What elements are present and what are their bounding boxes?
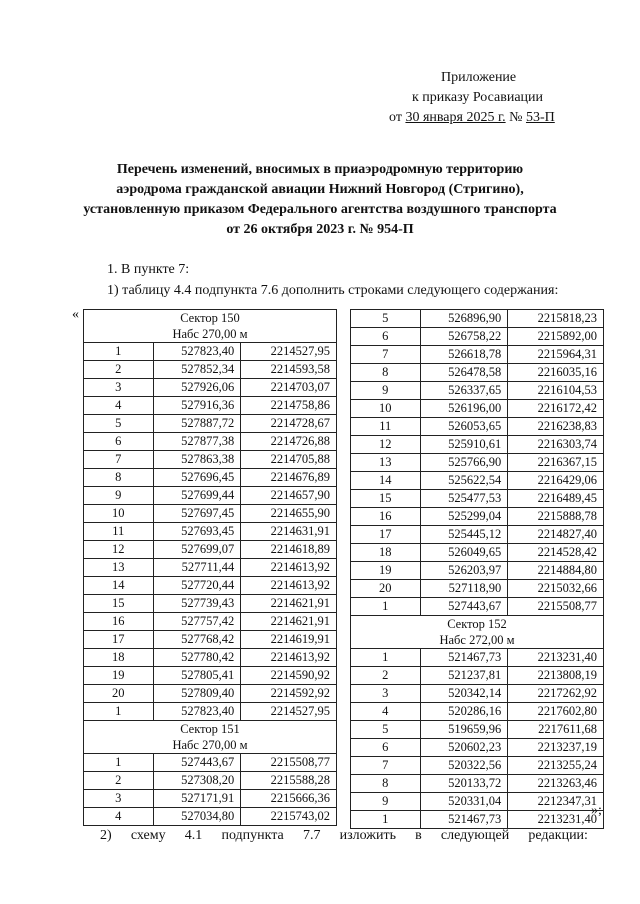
word: следующей [440, 828, 510, 843]
coordinate-x: 526053,65 [420, 418, 508, 436]
coordinate-y: 2214613,92 [241, 649, 337, 667]
coordinate-x: 521467,73 [420, 811, 508, 829]
point-number: 3 [351, 685, 421, 703]
coordinate-x: 527443,67 [420, 598, 508, 616]
table-row [84, 523, 337, 541]
table-row [84, 703, 337, 721]
coordinate-y: 2213808,19 [508, 667, 604, 685]
coordinate-y: 2214592,92 [241, 685, 337, 703]
coordinate-x: 527443,67 [153, 754, 241, 772]
point-number: 4 [84, 808, 154, 826]
table-row [84, 613, 337, 631]
title-line-1: Перечень изменений, вносимых в приаэродромную территорию [116, 162, 524, 177]
point-number: 6 [351, 739, 421, 757]
coordinate-y: 2215666,36 [241, 790, 337, 808]
coordinate-y: 2214884,80 [508, 562, 604, 580]
coordinate-x: 527768,42 [153, 631, 241, 649]
table-row [351, 400, 604, 418]
table-row [351, 793, 604, 811]
coordinate-x: 527863,38 [153, 451, 241, 469]
table-row [84, 649, 337, 667]
coordinate-y: 2216429,06 [508, 472, 604, 490]
coordinate-x: 527696,45 [153, 469, 241, 487]
coordinate-y: 2213231,40 [508, 649, 604, 667]
coordinate-y: 2214527,95 [241, 703, 337, 721]
point-number: 13 [351, 454, 421, 472]
coordinate-y: 2215508,77 [241, 754, 337, 772]
sector-header [351, 616, 604, 649]
point-number: 3 [84, 790, 154, 808]
paragraph-1: 1. В пункте 7: [107, 262, 190, 277]
table-row [84, 772, 337, 790]
title-line-3: установленную приказом Федерального агентства воздушного транспорта [83, 202, 557, 217]
coordinates-table-left [83, 309, 337, 826]
table-row [351, 721, 604, 739]
coordinate-x: 527823,40 [153, 343, 241, 361]
table-row [84, 379, 337, 397]
coordinate-x: 527711,44 [153, 559, 241, 577]
table-row [84, 631, 337, 649]
coordinate-x: 526896,90 [420, 310, 508, 328]
table-row [351, 775, 604, 793]
point-number: 19 [84, 667, 154, 685]
point-number: 6 [84, 433, 154, 451]
coordinate-y: 2214593,58 [241, 361, 337, 379]
closing-quote: »; [591, 803, 602, 818]
order-number: 53-П [525, 110, 555, 125]
table-row [351, 562, 604, 580]
table-row [351, 310, 604, 328]
coordinate-x: 520331,04 [420, 793, 508, 811]
coordinate-x: 527852,34 [153, 361, 241, 379]
point-number: 1 [84, 703, 154, 721]
point-number: 5 [351, 721, 421, 739]
point-number: 7 [351, 757, 421, 775]
point-number: 3 [84, 379, 154, 397]
coordinate-y: 2216035,16 [508, 364, 604, 382]
coordinate-y: 2214621,91 [241, 595, 337, 613]
table-row [84, 559, 337, 577]
coordinate-x: 527693,45 [153, 523, 241, 541]
coordinate-x: 527699,07 [153, 541, 241, 559]
title-line-2: аэродрома гражданской авиации Нижний Новгород (Стригино), [116, 182, 524, 197]
table-row [84, 451, 337, 469]
coordinate-y: 2214527,95 [241, 343, 337, 361]
point-number: 2 [84, 361, 154, 379]
point-number: 4 [351, 703, 421, 721]
point-number: 9 [351, 793, 421, 811]
sector-title: Сектор 151 [180, 722, 240, 736]
table-row [84, 577, 337, 595]
coordinate-y: 2215588,28 [241, 772, 337, 790]
coordinate-y: 2213263,46 [508, 775, 604, 793]
coordinate-x: 521237,81 [420, 667, 508, 685]
point-number: 12 [84, 541, 154, 559]
order-date: 30 января 2025 г. [405, 110, 506, 125]
table-row [351, 811, 604, 829]
coordinate-x: 527877,38 [153, 433, 241, 451]
point-number: 11 [84, 523, 154, 541]
table-row [351, 436, 604, 454]
coordinate-y: 2215032,66 [508, 580, 604, 598]
point-number: 17 [351, 526, 421, 544]
coordinate-y: 2213231,40 [508, 811, 604, 829]
coordinate-x: 527739,43 [153, 595, 241, 613]
table-row [351, 757, 604, 775]
point-number: 4 [84, 397, 154, 415]
coordinate-y: 2216104,53 [508, 382, 604, 400]
coordinate-x: 527887,72 [153, 415, 241, 433]
order-reference: к приказу Росавиации [412, 90, 544, 105]
coordinate-x: 527697,45 [153, 505, 241, 523]
coordinate-x: 520342,14 [420, 685, 508, 703]
table-row [84, 487, 337, 505]
coordinate-y: 2214655,90 [241, 505, 337, 523]
coordinate-y: 2216172,42 [508, 400, 604, 418]
table-row [351, 418, 604, 436]
table-row [351, 685, 604, 703]
point-number: 8 [351, 775, 421, 793]
coordinate-y: 2215818,23 [508, 310, 604, 328]
coordinate-y: 2214619,91 [241, 631, 337, 649]
coordinate-y: 2214590,92 [241, 667, 337, 685]
coordinate-y: 2216303,74 [508, 436, 604, 454]
coordinate-y: 2214621,91 [241, 613, 337, 631]
coordinate-x: 527823,40 [153, 703, 241, 721]
point-number: 11 [351, 418, 421, 436]
title-line-4: от 26 октября 2023 г. № 954-П [226, 222, 414, 237]
coordinate-x: 525910,61 [420, 436, 508, 454]
table-row [351, 544, 604, 562]
coordinate-y: 2215892,00 [508, 328, 604, 346]
table-row [84, 595, 337, 613]
coordinate-y: 2214528,42 [508, 544, 604, 562]
coordinate-y: 2215964,31 [508, 346, 604, 364]
sector-header-row [84, 721, 337, 754]
table-row [84, 808, 337, 826]
table-row [351, 382, 604, 400]
point-number: 20 [351, 580, 421, 598]
paragraph-2: 1) таблицу 4.4 подпункта 7.6 дополнить строками следующего содержания: [107, 283, 559, 298]
table-row [351, 649, 604, 667]
opening-quote: « [72, 307, 79, 322]
sector-altitude: Набс 270,00 м [172, 327, 248, 341]
coordinate-x: 527171,91 [153, 790, 241, 808]
table-row [351, 739, 604, 757]
table-row [84, 433, 337, 451]
order-date-line [389, 110, 555, 126]
point-number: 8 [84, 469, 154, 487]
coordinate-y: 2214703,07 [241, 379, 337, 397]
coordinate-y: 2214631,91 [241, 523, 337, 541]
coordinate-y: 2214657,90 [241, 487, 337, 505]
coordinate-x: 521467,73 [420, 649, 508, 667]
point-number: 1 [351, 649, 421, 667]
word: подпункта [221, 828, 284, 843]
point-number: 2 [84, 772, 154, 790]
coordinate-x: 526337,65 [420, 382, 508, 400]
sector-header [84, 310, 337, 343]
point-number: 5 [84, 415, 154, 433]
table-row [84, 790, 337, 808]
coordinate-y: 2215888,78 [508, 508, 604, 526]
point-number: 9 [84, 487, 154, 505]
coordinate-y: 2214705,88 [241, 451, 337, 469]
coordinate-y: 2213237,19 [508, 739, 604, 757]
point-number: 20 [84, 685, 154, 703]
point-number: 1 [84, 343, 154, 361]
point-number: 6 [351, 328, 421, 346]
coordinate-x: 526758,22 [420, 328, 508, 346]
point-number: 17 [84, 631, 154, 649]
coordinate-y: 2214827,40 [508, 526, 604, 544]
coordinate-x: 526478,58 [420, 364, 508, 382]
coordinate-x: 525622,54 [420, 472, 508, 490]
coordinates-table-right [350, 309, 604, 829]
point-number: 7 [351, 346, 421, 364]
table-row [351, 328, 604, 346]
coordinate-y: 2215508,77 [508, 598, 604, 616]
point-number: 14 [351, 472, 421, 490]
table-row [84, 469, 337, 487]
coordinate-x: 527757,42 [153, 613, 241, 631]
point-number: 9 [351, 382, 421, 400]
sector-header-row [84, 310, 337, 343]
word: 7.7 [302, 828, 321, 843]
coordinate-x: 527034,80 [153, 808, 241, 826]
table-row [84, 415, 337, 433]
point-number: 1 [84, 754, 154, 772]
coordinate-x: 520602,23 [420, 739, 508, 757]
point-number: 15 [84, 595, 154, 613]
coordinate-x: 525299,04 [420, 508, 508, 526]
word: 2) [100, 828, 112, 843]
coordinate-y: 2214728,67 [241, 415, 337, 433]
coordinate-y: 2217611,68 [508, 721, 604, 739]
table-row [84, 361, 337, 379]
sector-header [84, 721, 337, 754]
coordinate-x: 526618,78 [420, 346, 508, 364]
point-number: 13 [84, 559, 154, 577]
table-row [351, 526, 604, 544]
table-row [84, 397, 337, 415]
table-row [351, 364, 604, 382]
point-number: 1 [351, 598, 421, 616]
point-number: 5 [351, 310, 421, 328]
coordinate-x: 526203,97 [420, 562, 508, 580]
coordinate-y: 2217262,92 [508, 685, 604, 703]
table-row [351, 580, 604, 598]
point-number: 1 [351, 811, 421, 829]
word: в [415, 828, 422, 843]
point-number: 16 [351, 508, 421, 526]
point-number: 16 [84, 613, 154, 631]
coordinate-x: 527308,20 [153, 772, 241, 790]
coordinate-y: 2216367,15 [508, 454, 604, 472]
sector-altitude: Набс 272,00 м [439, 633, 515, 647]
coordinate-y: 2214758,86 [241, 397, 337, 415]
coordinate-x: 520133,72 [420, 775, 508, 793]
coordinate-y: 2216489,45 [508, 490, 604, 508]
coordinate-x: 526196,00 [420, 400, 508, 418]
coordinate-x: 527699,44 [153, 487, 241, 505]
sector-title: Сектор 150 [180, 311, 240, 325]
table-row [84, 541, 337, 559]
appendix-label: Приложение [441, 70, 517, 85]
coordinate-y: 2216238,83 [508, 418, 604, 436]
order-date-prefix: от [389, 110, 406, 125]
coordinate-y: 2212347,31 [508, 793, 604, 811]
table-row [351, 667, 604, 685]
table-row [351, 508, 604, 526]
table-row [84, 685, 337, 703]
point-number: 10 [351, 400, 421, 418]
point-number: 15 [351, 490, 421, 508]
coordinate-y: 2213255,24 [508, 757, 604, 775]
coordinate-y: 2214676,89 [241, 469, 337, 487]
table-row [351, 490, 604, 508]
sector-header-row [351, 616, 604, 649]
coordinate-x: 525445,12 [420, 526, 508, 544]
table-row [84, 667, 337, 685]
point-number: 8 [351, 364, 421, 382]
paragraph-3 [100, 828, 588, 844]
coordinate-x: 525477,53 [420, 490, 508, 508]
point-number: 10 [84, 505, 154, 523]
coordinate-y: 2214613,92 [241, 577, 337, 595]
coordinate-x: 520286,16 [420, 703, 508, 721]
table-row [84, 505, 337, 523]
point-number: 19 [351, 562, 421, 580]
coordinate-x: 527926,06 [153, 379, 241, 397]
sector-title: Сектор 152 [447, 617, 507, 631]
coordinate-x: 527916,36 [153, 397, 241, 415]
coordinate-x: 527780,42 [153, 649, 241, 667]
table-row [84, 754, 337, 772]
point-number: 12 [351, 436, 421, 454]
point-number: 14 [84, 577, 154, 595]
point-number: 18 [84, 649, 154, 667]
table-row [351, 472, 604, 490]
coordinate-x: 527805,41 [153, 667, 241, 685]
order-number-prefix: № [505, 110, 526, 125]
coordinate-y: 2217602,80 [508, 703, 604, 721]
word: 4.1 [184, 828, 203, 843]
table-row [351, 598, 604, 616]
point-number: 7 [84, 451, 154, 469]
coordinate-y: 2214726,88 [241, 433, 337, 451]
coordinate-y: 2214618,89 [241, 541, 337, 559]
table-row [351, 703, 604, 721]
table-row [351, 346, 604, 364]
coordinate-x: 527118,90 [420, 580, 508, 598]
coordinate-x: 526049,65 [420, 544, 508, 562]
coordinate-x: 527720,44 [153, 577, 241, 595]
sector-altitude: Набс 270,00 м [172, 738, 248, 752]
coordinate-x: 520322,56 [420, 757, 508, 775]
point-number: 18 [351, 544, 421, 562]
table-row [351, 454, 604, 472]
word: редакции: [528, 828, 588, 843]
coordinate-x: 527809,40 [153, 685, 241, 703]
point-number: 2 [351, 667, 421, 685]
table-row [84, 343, 337, 361]
coordinate-x: 519659,96 [420, 721, 508, 739]
coordinate-y: 2215743,02 [241, 808, 337, 826]
word: схему [130, 828, 166, 843]
coordinate-x: 525766,90 [420, 454, 508, 472]
word: изложить [339, 828, 396, 843]
coordinate-y: 2214613,92 [241, 559, 337, 577]
